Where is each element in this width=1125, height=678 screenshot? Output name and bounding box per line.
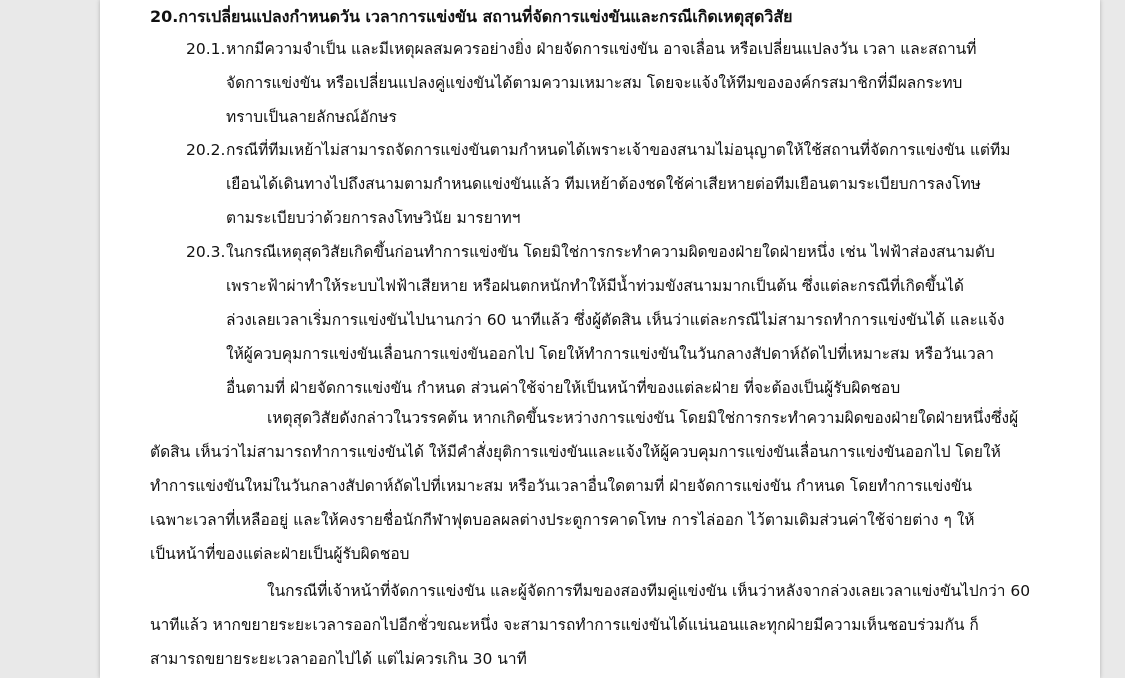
text-line: เยือนได้เดินทางไปถึงสนามตามกำหนดแข่งขันแล้ว ทีมเหย้าต้องชดใช้ค่าเสียหายต่อทีมเยือนตามระเบียบการลงโทษ xyxy=(226,175,981,193)
text-line: เพราะฟ้าผ่าทำให้ระบบไฟฟ้าเสียหาย หรือฝนตกหนักทำให้มีน้ำท่วมขังสนามมากเป็นต้น ซึ่งแต่ละกรณีที่เกิดขึ้นได้ xyxy=(226,277,964,295)
text-line: กรณีที่ทีมเหย้าไม่สามารถจัดการแข่งขันตามกำหนดได้เพราะเจ้าของสนามไม่อนุญาตให้ใช้สถานที่จัดการแข่งขัน แต่ทีม xyxy=(226,141,1011,159)
text-line: นาทีแล้ว หากขยายระยะเวลารออกไปอีกชั่วขณะหนึ่ง จะสามารถทำการแข่งขันได้แน่นอนและทุกฝ่ายมีความเห็นชอบร่วมกัน ก็ xyxy=(150,616,979,634)
text-line: สามารถขยายระยะเวลาออกไปได้ แต่ไม่ควรเกิน 30 นาที xyxy=(150,650,527,668)
text-line: เป็นหน้าที่ของแต่ละฝ่ายเป็นผู้รับผิดชอบ xyxy=(150,545,410,563)
text-line: อื่นตามที่ ฝ่ายจัดการแข่งขัน กำหนด ส่วนค่าใช้จ่ายให้เป็นหน้าที่ของแต่ละฝ่าย ที่จะต้องเป็นผู้รับผิดชอบ xyxy=(226,379,901,397)
text-line: ล่วงเลยเวลาเริ่มการแข่งขันไปนานกว่า 60 นาทีแล้ว ซึ่งผู้ตัดสิน เห็นว่าแต่ละกรณีไม่สามารถทำการแข่งขันได้ และแจ้ง xyxy=(226,311,1005,329)
section-heading: 20.การเปลี่ยนแปลงกำหนดวัน เวลาการแข่งขัน สถานที่จัดการแข่งขันและกรณีเกิดเหตุสุดวิสัย xyxy=(150,7,793,26)
text-line: ทราบเป็นลายลักษณ์อักษร xyxy=(226,108,397,126)
paragraph-force-majeure-during-match xyxy=(150,401,1050,571)
text-line: ตัดสิน เห็นว่าไม่สามารถทำการแข่งขันได้ ให้มีคำสั่งยุติการแข่งขันและแจ้งให้ผู้ควบคุมการแข่งขันเลื่อนการแข่งขันออกไป โดยให้ xyxy=(150,443,1001,461)
clause-text xyxy=(226,133,1086,235)
paragraph-extension xyxy=(150,574,1050,676)
clause-text xyxy=(226,235,1086,405)
text-line: เฉพาะเวลาที่เหลืออยู่ และให้คงรายชื่อนักกีฬาฟุตบอลผลต่างประตูการคาดโทษ การไล่ออก ไว้ตามเดิมส่วนค่าใช้จ่ายต่าง ๆ ให้ xyxy=(150,511,975,529)
text-line: หากมีความจำเป็น และมีเหตุผลสมควรอย่างยิ่ง ฝ่ายจัดการแข่งขัน อาจเลื่อน หรือเปลี่ยนแปลงวัน เวลา และสถานที่ xyxy=(226,40,977,58)
clause-number: 20.1. xyxy=(186,40,226,58)
text-line: เหตุสุดวิสัยดังกล่าวในวรรคต้น หากเกิดขึ้นระหว่างการแข่งขัน โดยมิใช่การกระทำความผิดของฝ่ายใดฝ่ายหนึ่งซึ่งผู้ xyxy=(267,409,1019,427)
clause-text xyxy=(226,32,1086,134)
text-line: ให้ผู้ควบคุมการแข่งขันเลื่อนการแข่งขันออกไป โดยให้ทำการแข่งขันในวันกลางสัปดาห์ถัดไปที่เหมาะสม หรือวันเวลา xyxy=(226,345,995,363)
document-page xyxy=(100,0,1100,678)
text-line: ในกรณีที่เจ้าหน้าที่จัดการแข่งขัน และผู้จัดการทีมของสองทีมคู่แข่งขัน เห็นว่าหลังจากล่วงเลยเวลาแข่งขันไปกว่า 60 xyxy=(267,582,1031,600)
text-line: ในกรณีเหตุสุดวิสัยเกิดขึ้นก่อนทำการแข่งขัน โดยมิใช่การกระทำความผิดของฝ่ายใดฝ่ายหนึ่ง เช่น ไฟฟ้าส่องสนามดับ xyxy=(226,243,995,261)
text-line: จัดการแข่งขัน หรือเปลี่ยนแปลงคู่แข่งขันได้ตามความเหมาะสม โดยจะแจ้งให้ทีมขององค์กรสมาชิกที่มีผลกระทบ xyxy=(226,74,963,92)
text-line: ตามระเบียบว่าด้วยการลงโทษวินัย มารยาทฯ xyxy=(226,209,521,227)
clause-number: 20.3. xyxy=(186,243,226,261)
text-line: ทำการแข่งขันใหม่ในวันกลางสัปดาห์ถัดไปที่เหมาะสม หรือวันเวลาอื่นใดตามที่ ฝ่ายจัดการแข่งขัน กำหนด โดยทำการแข่งขัน xyxy=(150,477,973,495)
clause-number: 20.2. xyxy=(186,141,226,159)
